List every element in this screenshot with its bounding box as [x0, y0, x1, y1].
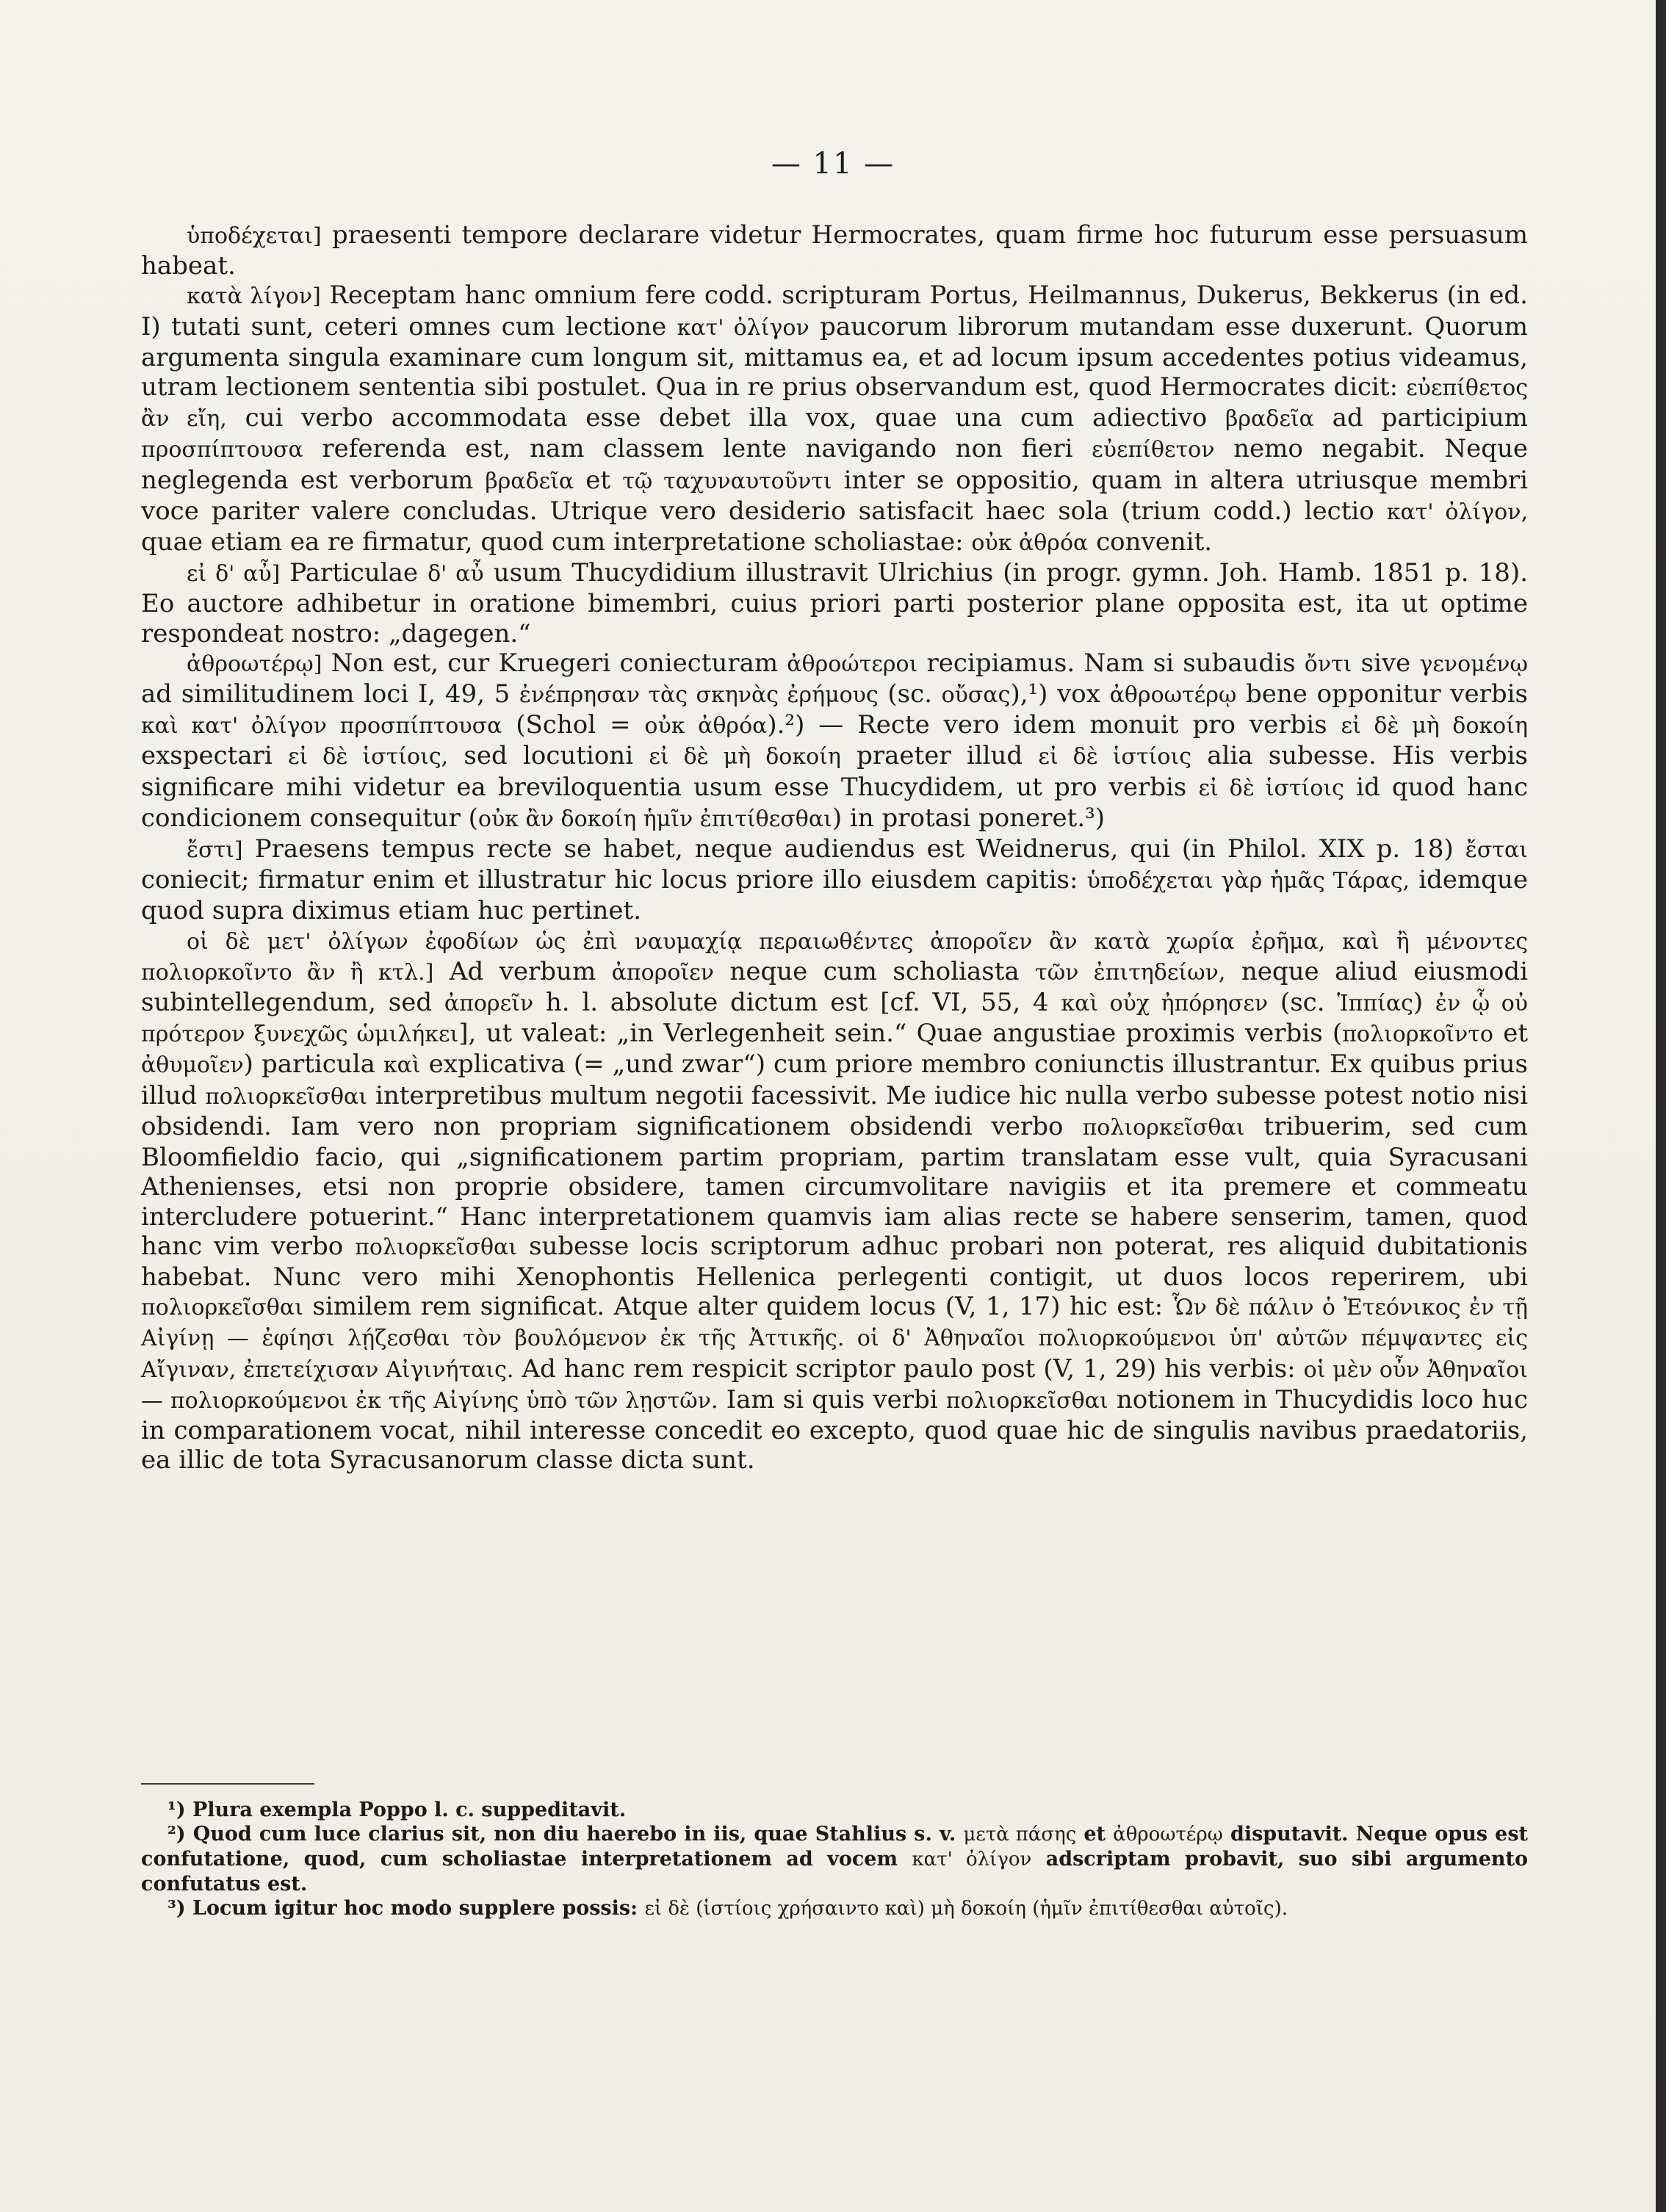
greek-text: ἔστι] — [187, 837, 243, 864]
text-span: ad participium — [1313, 403, 1528, 433]
greek-text: οὐκ ἀθρόα — [644, 713, 768, 740]
greek-text: ἀθυμοῖεν — [141, 1052, 244, 1079]
greek-text: καὶ — [383, 1052, 421, 1079]
text-span: cui verbo accommodata esse debet illa vox, quae una cum adiectivo — [226, 403, 1226, 433]
text-span: quae etiam ea re firmatur, quod cum interpretatione scholiastae: — [141, 527, 972, 557]
text-span: alia subesse. His verbis significare mihi videtur ea breviloquentia usum esse Thucydidem, ut pro verbis — [141, 741, 1529, 802]
greek-text: ἀθροωτέρῳ] — [187, 651, 322, 677]
text-span: et — [1493, 1019, 1529, 1049]
footnote-3 — [141, 1896, 1528, 1921]
greek-text: εἰ δ' αὖ] — [187, 561, 281, 588]
main-text — [141, 220, 1528, 1475]
text-span: ) in protasi poneret.³) — [832, 803, 1106, 833]
greek-text: οἱ μὲν οὖν Ἀθηναῖοι — πολιορκούμενοι ἐκ τῆς Αἰγίνης ὑπὸ τῶν λῃστῶν. — [141, 1356, 1528, 1414]
greek-text: εἰ δὲ ἱστίοις — [1198, 775, 1344, 801]
greek-text: κατ' ὀλίγον, — [1386, 499, 1528, 525]
text-span: praesenti tempore declarare videtur Hermocrates, quam firme hoc futurum esse persuasum habeat. — [141, 220, 1528, 281]
greek-text: βραδεῖα — [485, 468, 574, 494]
greek-text: εὐεπίθετον — [1092, 437, 1215, 463]
text-span: tribuerim, sed cum Bloomfieldio facio, qui „significationem partim propriam, partim translatam esse vult, quia Syracusani Athenienses, etsi non proprie obsidere, tamen circumvolitare navigiis et ita premere et commeatu intercludere potuerint.“ Hanc interpretationem quamvis iam alias recte se habere senserim, tamen, quod hanc vim verbo — [141, 1111, 1528, 1261]
text-span: et — [1076, 1823, 1114, 1846]
text-span: nemo negabit. Neque neglegenda est verborum — [141, 434, 1528, 495]
text-span: ²) Quod cum luce clarius sit, non diu haerebo in iis, quae Stahlius s. v. — [167, 1823, 964, 1846]
greek-text: πολιορκεῖσθαι — [945, 1387, 1108, 1414]
text-span: convenit. — [1088, 527, 1213, 557]
footnote-1 — [141, 1798, 1528, 1822]
greek-text: πολιορκοῖντο — [1342, 1022, 1493, 1048]
greek-text: ἔσται — [1465, 837, 1528, 864]
greek-text: πολιορκεῖσθαι — [1082, 1114, 1245, 1141]
greek-text: βραδεῖα — [1225, 406, 1314, 433]
text-span: (Schol = — [502, 710, 645, 740]
footnotes — [141, 1798, 1528, 1921]
greek-text: ὑποδέχεται γὰρ ἡμᾶς Τάρας, — [1086, 868, 1410, 894]
text-span: et — [574, 465, 623, 495]
text-span: interpretibus multum negotii facessivit. Me iudice hic nulla verbo subesse potest notio nisi obsidendi. Iam vero non propriam significationem obsidendi verbo — [141, 1080, 1528, 1141]
paragraph-4 — [141, 648, 1528, 834]
text-span: id quod hanc condicionem consequitur ( — [141, 772, 1528, 833]
text-span: ) — [1413, 988, 1435, 1018]
greek-text: ἀθροωτέρῳ — [1109, 682, 1237, 709]
greek-text: εἰ δὲ ἱστίοις, — [287, 744, 449, 770]
greek-text: καὶ οὐχ ἠπόρησεν — [1061, 991, 1269, 1017]
text-span: Praesens tempus recte se habet, neque audiendus est Weidnerus, qui (in Philol. XIX p. 18) — [242, 834, 1465, 864]
footnote-divider — [141, 1783, 314, 1785]
greek-text: ἐν ᾧ οὐ πρότερον ξυνεχῶς ὡμιλήκει — [141, 991, 1528, 1048]
greek-text: εἰ δὲ (ἱστίοις χρήσαιντο καὶ) μὴ δοκοίη (ἡμῖν ἐπιτίθεσθαι αὐτοῖς). — [644, 1898, 1288, 1920]
greek-text: εἰ δὲ μὴ δοκοίη — [649, 744, 841, 770]
text-span: Particulae — [280, 558, 428, 588]
paragraph-6 — [141, 926, 1528, 1475]
greek-text: μετὰ πάσης — [963, 1824, 1077, 1846]
greek-text: οὐκ ἀθρόα — [971, 530, 1089, 557]
text-span: usum Thucydidium illustravit Ulrichius (in progr. gymn. Joh. Hamb. 1851 p. 18). Eo auctore adhibetur in oratione bimembri, cuius priori parti posterior plane opposita est, ita ut optime respondeat nostro: „dagegen.“ — [141, 558, 1528, 648]
text-span: Iam si quis verbi — [718, 1384, 946, 1414]
greek-text: δ' αὖ — [428, 561, 484, 588]
text-span: exspectari — [141, 741, 288, 771]
greek-text: εἰ δὲ ἱστίοις — [1038, 744, 1192, 770]
greek-text: ὄντι — [1304, 651, 1352, 677]
greek-text: πολιορκεῖσθαι — [355, 1234, 518, 1260]
text-span: Ad verbum — [433, 956, 612, 986]
greek-text: κατ' ὀλίγον — [677, 314, 809, 341]
text-span: ³) Locum igitur hoc modo supplere possis: — [167, 1897, 645, 1920]
greek-text: ἀθροώτεροι — [787, 651, 918, 677]
text-span: coniecit; firmatur enim et illustratur hic locus priore illo eiusdem capitis: — [141, 865, 1087, 895]
text-span: Receptam hanc omnium fere codd. scripturam Portus, Heilmannus, Dukerus, Bekkerus (in ed. I) tutati sunt, ceteri omnes cum lectione — [141, 281, 1528, 341]
greek-text: οὐκ ἂν δοκοίη ἡμῖν ἐπιτίθεσθαι — [477, 806, 832, 832]
text-span: neque aliud eiusmodi subintellegendum, sed — [141, 956, 1528, 1018]
text-span: neque cum scholiasta — [713, 956, 1036, 986]
text-span: Non est, cur Kruegeri coniecturam — [322, 648, 787, 678]
text-span: ),¹) vox — [1010, 679, 1110, 709]
text-span: inter se oppositio, quam in altera utriusque membri voce pariter valere concludas. Utrique vero desiderio satisfacit haec sola (trium codd.) lectio — [141, 465, 1529, 526]
text-span: subesse locis scriptorum adhuc probari non poterat, res aliquid dubitationis habebat. Nunc vero mihi Xenophontis Hellenica perlegenti contigit, ut duos locos reperirem, ubi — [141, 1231, 1528, 1292]
scan-edge — [1656, 0, 1666, 2212]
text-span: ) particula — [243, 1049, 383, 1080]
paragraph-5 — [141, 834, 1528, 926]
text-span: (sc. — [1268, 988, 1338, 1018]
text-span: ¹) Plura exempla Poppo l. c. suppeditavit. — [167, 1799, 627, 1821]
greek-text: καὶ κατ' ὀλίγον προσπίπτουσα — [141, 713, 502, 740]
text-span: paucorum librorum mutandam esse duxerunt. Quorum argumenta singula examinare cum longum sit, mittamus ea, et ad locum ipsum accedentes potius videamus, utram lectionem sententia sibi postulet. Qua in re prius observandum est, quod Hermocrates dicit: — [141, 311, 1528, 402]
paragraph-3 — [141, 558, 1528, 648]
greek-text: πολιορκεῖσθαι — [205, 1083, 368, 1110]
greek-text: οὔσας — [941, 682, 1011, 709]
text-span: ], ut valeat: „in Verlegenheit sein.“ Quae angustiae proximis verbis ( — [458, 1019, 1343, 1049]
footnote-2 — [141, 1822, 1528, 1896]
greek-text: γενομένῳ — [1419, 651, 1528, 677]
text-span: bene opponitur verbis — [1236, 679, 1528, 709]
text-span: idemque quod supra diximus etiam huc pertinet. — [141, 865, 1528, 926]
greek-text: Ὧν δὲ πάλιν ὁ Ἐτεόνικος ἐν τῇ Αἰγίνῃ — ἐφίησι λῄζεσθαι τὸν βουλόμενον ἐκ τῆς Ἀττικῆς. οἱ δ' Ἀθηναῖοι πολιορκούμενοι ὑπ' αὐτῶν πέμψαντες εἰς Αἴγιναν, ἐπετείχισαν Αἰγινήταις. — [141, 1295, 1528, 1383]
text-span: explicativa (= „und zwar“) cum priore membro coniunctis illustrantur. Ex quibus prius illud — [141, 1049, 1528, 1110]
text-span: h. l. absolute dictum est [cf. VI, 55, 4 — [533, 988, 1061, 1018]
greek-text: ἀπορεῖν — [444, 991, 534, 1017]
greek-text: τῶν ἐπιτηδείων, — [1035, 959, 1226, 986]
greek-text: εἰ δὲ μὴ δοκοίη — [1341, 713, 1528, 740]
greek-text: εὐεπίθετος ἂν εἴη, — [141, 375, 1528, 433]
greek-text: Ἱππίας — [1337, 991, 1413, 1017]
paragraph-1 — [141, 220, 1528, 281]
text-span: ad similitudinem loci I, 49, 5 — [141, 679, 519, 709]
greek-text: ἀθροωτέρῳ — [1113, 1824, 1223, 1846]
text-span: sive — [1352, 648, 1420, 678]
text-span: praeter illud — [840, 741, 1039, 771]
text-span: recipiamus. Nam si subaudis — [917, 648, 1305, 678]
text-span: notionem in Thucydidis loco huc in comparationem vocat, nihil interesse concedit eo excepto, quod quae hic de singulis navibus praedatoriis, ea illic de tota Syracusanorum classe dicta sunt. — [141, 1384, 1528, 1475]
greek-text: ὑποδέχεται] — [187, 223, 322, 249]
greek-text: κατὰ λίγον] — [187, 283, 321, 310]
paragraph-2 — [141, 281, 1528, 558]
greek-text: οἱ δὲ μετ' ὀλίγων ἐφοδίων ὡς ἐπὶ ναυμαχίᾳ περαιωθέντες ἀποροῖεν ἂν κατὰ χωρία ἐρῆμα, καὶ ἢ μένοντες πολιορκοῖντο ἂν ἢ κτλ.] — [141, 928, 1528, 986]
page-number: — 11 — — [771, 147, 895, 181]
text-span: adscriptam probavit, suo sibi argumento confutatus est. — [141, 1848, 1528, 1895]
text-span: disputavit. Neque opus est confutatione, quod, cum scholiastae interpretationem ad vocem — [141, 1823, 1529, 1871]
greek-text: πολιορκεῖσθαι — [141, 1295, 303, 1321]
text-span: sed locutioni — [448, 741, 649, 771]
greek-text: τῷ ταχυναυτοῦντι — [622, 468, 832, 494]
text-span: (sc. — [878, 679, 942, 709]
text-span: referenda est, nam classem lente navigando non fieri — [303, 434, 1092, 464]
text-span: ).²) — Recte vero idem monuit pro verbis — [767, 710, 1341, 740]
greek-text: κατ' ὀλίγον — [912, 1848, 1032, 1871]
text-span: similem rem significat. Atque alter quidem locus (V, 1, 17) hic est: — [303, 1292, 1172, 1322]
greek-text: προσπίπτουσα — [141, 437, 303, 463]
text-span: Ad hanc rem respicit scriptor paulo post (V, 1, 29) his verbis: — [513, 1353, 1304, 1384]
greek-text: ἀποροῖεν — [611, 959, 714, 986]
greek-text: ἐνέπρησαν τὰς σκηνὰς ἐρήμους — [519, 682, 879, 709]
